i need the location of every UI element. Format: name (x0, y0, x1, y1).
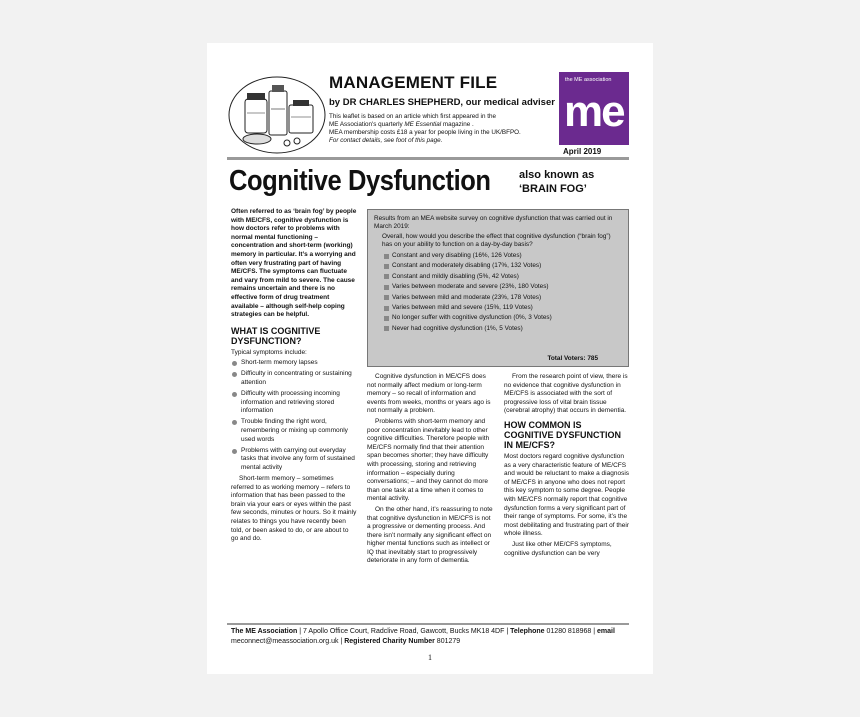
symptoms-list (231, 359, 357, 472)
footer-org: The ME Association (231, 628, 298, 635)
total-voters: Total Voters: 785 (547, 355, 598, 362)
paragraph: From the research point of view, there is no evidence that cognitive dysfunction in ME/CFS is associated with the sort of progressive loss of vital brain tissue (cerebral atrophy) that occurs in dementia. (504, 373, 628, 415)
me-association-logo (559, 72, 629, 145)
medicine-bottles-illustration (227, 69, 327, 155)
footer-charity-number: 801279 (434, 637, 461, 645)
header-divider (227, 157, 629, 160)
list-item: Short-term memory lapses (231, 359, 357, 368)
survey-results-box (367, 209, 629, 367)
list-item: Varies between mild and severe (15%, 119 Votes) (384, 303, 622, 313)
title-brain-fog: ‘BRAIN FOG’ (519, 183, 587, 195)
paragraph: On the other hand, it’s reassuring to note that cognitive dysfunction in ME/CFS is not a progressive or dementing process. And there isn’t normally any significant effect on higher mental functions such as intellect or IQ that inevitably start to progressively deteriorate in any form of dementia. (367, 505, 493, 565)
survey-options (374, 251, 622, 334)
document-page (207, 43, 653, 674)
section-heading-what-is: WHAT IS COGNITIVE DYSFUNCTION? (231, 325, 321, 346)
contact-footer: The ME Association | 7 Apollo Office Court, Radclive Road, Gawcott, Bucks MK18 4DF | Telephone 01280 818968 | email meconnect@meassociation.org.uk | Registered Charity Number 801279 (231, 628, 615, 645)
footer-divider (227, 623, 629, 625)
list-item: Constant and very disabling (16%, 126 Votes) (384, 251, 622, 261)
symptoms-lead: Typical symptoms include: (231, 348, 307, 356)
list-item: Difficulty in concentrating or sustaining attention (231, 370, 357, 387)
paragraph: Cognitive dysfunction in ME/CFS does not normally affect medium or long-term memory – so recall of information and events from weeks, months or years ago is not normally a problem. (367, 373, 491, 415)
list-item: Problems with carrying out everyday tasks that involve any form of sustained mental activity (231, 447, 357, 473)
paragraph: Most doctors regard cognitive dysfunction as a very characteristic feature of ME/CFS and would be reluctant to make a diagnosis of ME/CFS in anyone who does not report this key symptom to some degree. People with ME/CFS normally report that cognitive dysfunction forms a very significant part of their range of symptoms. For some, it’s the most debilitating and frustrating part of their whole illness. (504, 452, 630, 538)
title-aka: also known as (519, 169, 595, 181)
list-item: Difficulty with processing incoming information and retrieving stored information (231, 390, 357, 416)
footer-email-link[interactable]: meconnect@meassociation.org.uk (231, 637, 339, 645)
list-item: Constant and mildly disabling (5%, 42 Votes) (384, 272, 622, 282)
list-item: Constant and moderately disabling (17%, 132 Votes) (384, 261, 622, 271)
issue-date: April 2019 (563, 147, 602, 156)
management-file-title: MANAGEMENT FILE (329, 73, 498, 92)
list-item: Trouble finding the right word, remembering or mixing up commonly used words (231, 418, 357, 444)
paragraph: Just like other ME/CFS symptoms, cognitive dysfunction can be very (504, 540, 612, 557)
column-left (231, 208, 357, 544)
section-heading-how-common: HOW COMMON IS COGNITIVE DYSFUNCTION IN ME/CFS? (504, 419, 622, 450)
survey-intro: Results from an MEA website survey on cognitive dysfunction that was carried out in March 2019: (374, 215, 613, 230)
author-byline: by DR CHARLES SHEPHERD, our medical adviser (329, 97, 555, 108)
list-item: Varies between moderate and severe (23%, 180 Votes) (384, 282, 622, 292)
survey-question: Overall, how would you describe the effect that cognitive dysfunction (“brain fog”) has on your ability to function on a day-by-day basis? (382, 233, 611, 248)
list-item: No longer suffer with cognitive dysfunction (0%, 3 Votes) (384, 313, 622, 323)
page-number: 1 (428, 653, 432, 662)
paragraph: Problems with short-term memory and poor concentration inevitably lead to other cognitive difficulties. Therefore people with ME/CFS normally find that their attention span becomes shorter; they have difficulty with processing, storing and retrieving information – especially during conversations; – and they cannot do more than one task at a time when it comes to mental activity. (367, 417, 490, 503)
logo-caption: the ME association (565, 77, 612, 83)
short-term-memory-paragraph: Short-term memory – sometimes referred to as working memory – refers to information that has been passed to the brain via your ears or eyes within the past few seconds, minutes or hours. So it mainly relates to things you have recently been told, or been asked to do, or are about to go and do. (231, 474, 357, 543)
page-title: Cognitive Dysfunction (229, 165, 491, 197)
column-middle (367, 373, 495, 568)
leaflet-note: This leaflet is based on an article which first appeared in the ME Association's quarterly ME Essential magazine . MEA membership costs £18 a year for people living in the UK/BFPO. For contact details, see foot of this page. (329, 113, 521, 144)
footer-telephone: 01280 818968 (544, 628, 592, 635)
column-right (504, 373, 630, 560)
logo-me-text: me (564, 87, 624, 136)
list-item: Never had cognitive dysfunction (1%, 5 Votes) (384, 324, 622, 334)
list-item: Varies between mild and moderate (23%, 178 Votes) (384, 293, 622, 303)
intro-paragraph: Often referred to as ‘brain fog’ by people with ME/CFS, cognitive dysfunction is how doctors refer to problems with normal mental functioning – concentration and short-term (working) memory in particular. It’s a worrying and often very frustrating part of having ME/CFS. The symptoms can fluctuate and vary from mild to severe. The cause remains uncertain and there is no effective form of drug treatment available – although self-help coping strategies can be helpful. (231, 208, 357, 319)
